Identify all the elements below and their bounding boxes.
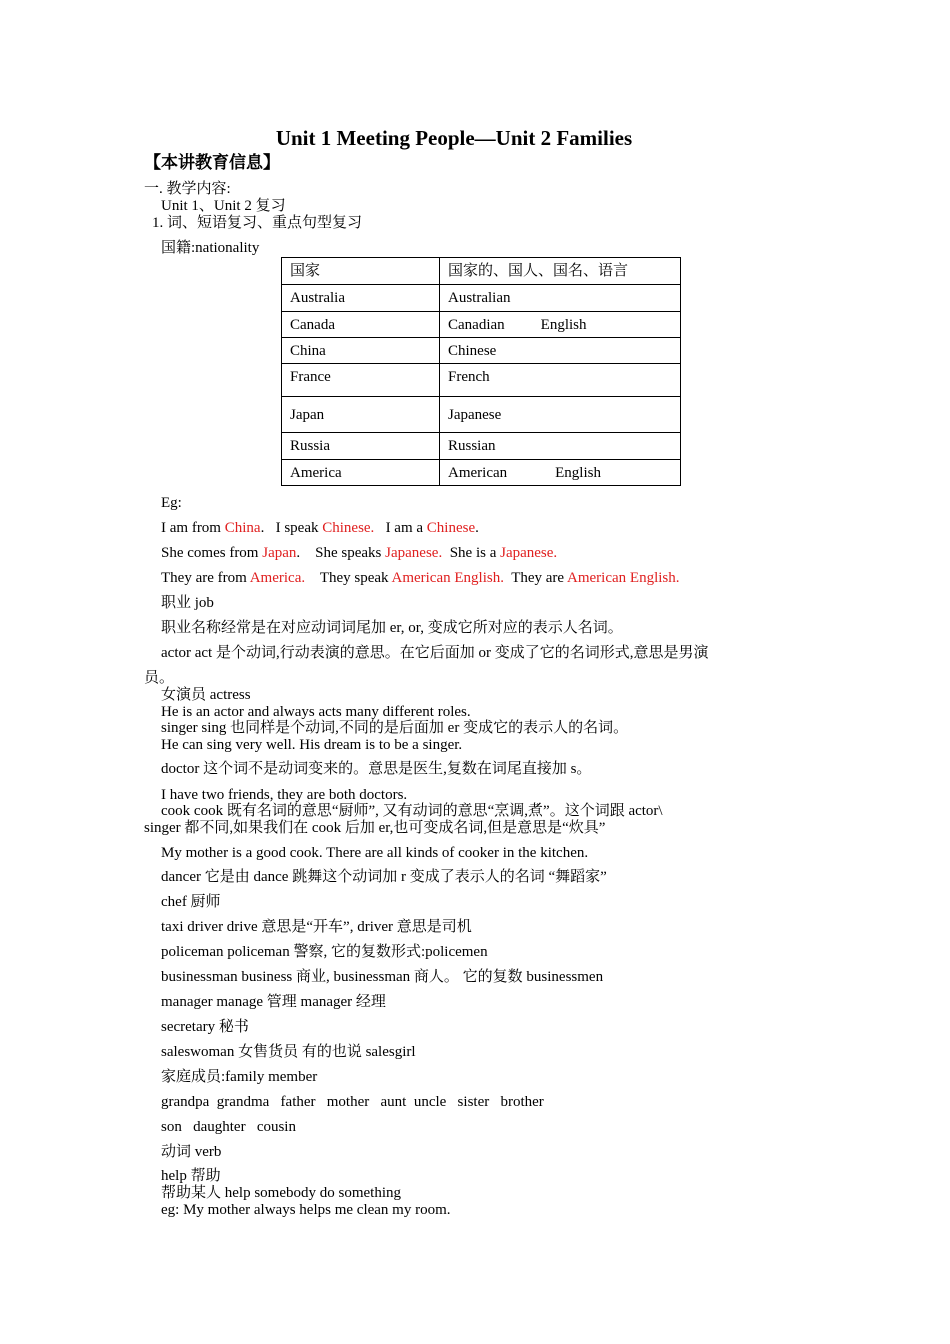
policeman-line: policeman policeman 警察, 它的复数形式:policemen [161,944,488,960]
country-cell: Australia [282,285,440,312]
manager-line: manager manage 管理 manager 经理 [161,994,386,1010]
adjective-cell [440,397,681,433]
example-text: . She speaks [296,545,386,561]
singer-example: He can sing very well. His dream is to be a singer. [161,737,463,753]
example-highlight: America. [249,570,306,586]
actor-example: He is an actor and always acts many different roles. [161,704,471,720]
country-cell: Japan [282,397,440,433]
example-highlight: Japanese. [385,545,443,561]
table-row [282,433,681,460]
table-row [282,312,681,338]
example-line-america [161,569,680,587]
actor-line-1: actor act 是个动词,行动表演的意思。在它后面加 or 变成了它的名词形式,意思是男演 [161,645,709,661]
example-text: They are from [161,570,250,586]
table-row [282,397,681,433]
example-text: She is a [442,545,501,561]
adjective-text: Russian [448,438,496,454]
family-members-line-1: grandpa grandma father mother aunt uncle sister brother [161,1094,544,1110]
saleswoman-line: saleswoman 女售货员 有的也说 salesgirl [161,1044,416,1060]
example-highlight: Japan [262,545,297,561]
actress-line: 女演员 actress [161,687,251,703]
page-title: Unit 1 Meeting People—Unit 2 Families [275,126,633,150]
adjective-cell [440,433,681,460]
language-text: English [540,316,587,333]
example-text: They speak [305,570,392,586]
verb-label: 动词 verb [161,1144,222,1160]
example-text: . I speak [260,520,323,536]
job-description: 职业名称经常是在对应动词词尾加 er, or, 变成它所对应的表示人名词。 [161,620,623,636]
example-highlight: American English. [567,570,680,586]
adjective-text: Japanese [448,406,502,423]
example-text: She comes from [161,545,263,561]
eg-label: Eg: [161,495,182,511]
taxi-driver-line: taxi driver drive 意思是“开车”, driver 意思是司机 [161,919,472,935]
adjective-cell [440,312,681,338]
adjective-cell [440,338,681,364]
singer-description: singer sing 也同样是个动词,不同的是后面加 er 变成它的表示人的名词。 [161,720,629,736]
adjective-cell [440,364,681,397]
doctor-description: doctor 这个词不是动词变来的。意思是医生,复数在词尾直接加 s。 [161,761,592,777]
cook-line-2: singer 都不同,如果我们在 cook 后加 er,也可变成名词,但是意思是“炊具” [144,820,606,836]
example-text: . [475,520,479,536]
example-text: I am from [161,520,225,536]
family-label: 家庭成员:family member [161,1069,318,1085]
country-cell: Canada [282,312,440,338]
table-row [282,364,681,397]
cook-example: My mother is a good cook. There are all kinds of cooker in the kitchen. [161,845,589,861]
cook-line-1: cook cook 既有名词的意思“厨师”, 又有动词的意思“烹调,煮”。这个词跟 actor\ [161,803,663,819]
help-example: eg: My mother always helps me clean my room. [161,1202,451,1218]
example-highlight: China [224,520,261,536]
doctor-example: I have two friends, they are both doctors. [161,787,408,803]
adjective-cell [440,460,681,486]
table-row [282,338,681,364]
secretary-line: secretary 秘书 [161,1019,249,1035]
actor-line-2: 员。 [144,670,175,686]
country-cell: China [282,338,440,364]
country-cell: Russia [282,433,440,460]
adjective-text: Australian [448,290,511,306]
example-highlight: American English. [391,570,504,586]
example-text: They are [503,570,568,586]
units-line: Unit 1、Unit 2 复习 [161,198,286,214]
adjective-cell [440,285,681,312]
example-highlight: Chinese [426,520,476,536]
adjective-text: Canadian [448,316,505,333]
family-members-line-2: son daughter cousin [161,1119,296,1135]
adjective-text: Chinese [448,342,497,359]
example-highlight: Chinese. [322,520,375,536]
country-cell: France [282,364,440,397]
help-phrase: 帮助某人 help somebody do something [161,1185,401,1201]
job-label: 职业 job [161,595,214,611]
help-line: help 帮助 [161,1168,221,1184]
adjective-text: French [448,369,490,385]
chef-line: chef 厨师 [161,894,221,910]
example-line-japan [161,544,557,562]
country-cell: America [282,460,440,486]
dancer-line: dancer 它是由 dance 跳舞这个动词加 r 变成了表示人的名词 “舞蹈家” [161,869,607,885]
table-header-cell: 国家 [282,258,440,285]
example-text: I am a [374,520,427,536]
businessman-line: businessman business 商业, businessman 商人。 它的复数 businessmen [161,969,604,985]
nationality-label: 国籍:nationality [161,240,260,256]
example-line-china [161,519,479,537]
nationality-table [281,257,681,486]
section-heading: 【本讲教育信息】 [144,153,280,173]
adjective-text: American [448,464,508,481]
table-header-cell: 国家的、国人、国名、语言 [440,258,681,285]
teaching-content-label: 一. 教学内容: [144,181,231,197]
example-highlight: Japanese. [500,545,558,561]
table-row [282,285,681,312]
language-text: English [555,464,601,481]
table-header-row [282,258,681,285]
review-line: 1. 词、短语复习、重点句型复习 [152,215,363,231]
table-row [282,460,681,486]
